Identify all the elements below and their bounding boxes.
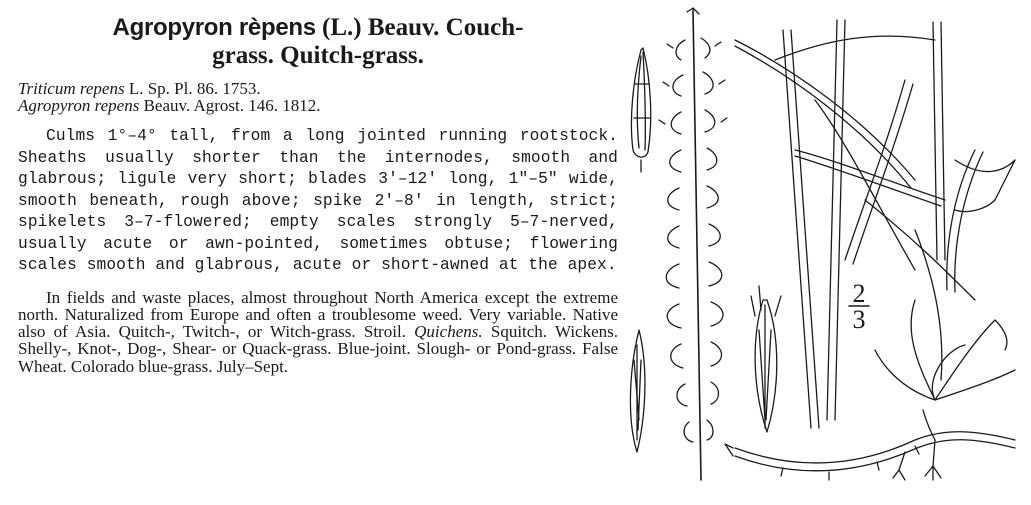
synonym-citation: L. Sp. Pl. 86. (128, 79, 219, 98)
habitat-italic-name: Quichens. (414, 322, 483, 342)
description-paragraph: Culms 1°–4° tall, from a long jointed running rootstock. Sheaths usually shorter than the internodes, smooth and glabrous; ligule very short; blades 3′–12′ long, 1″–5″ wide, smooth beneath, rough above; spike 2′–8′ in length, strict; spikelets 3–7-flowered; empty scales strongly 5–7-nerved, usually acute or awn-pointed, sometimes obtuse; flowering scales smooth and glabrous, acute or short-awned at the apex. (18, 127, 618, 274)
synonym-name: Triticum repens (18, 79, 125, 98)
basal-leaves-drawing (875, 300, 1015, 400)
spikelet-detail-drawing (631, 48, 650, 172)
common-name-part-2: grass. Quitch-grass. (212, 42, 424, 69)
synonym-citation: Beauv. Agrost. 146. (143, 96, 279, 115)
scale-numerator: 2 (852, 279, 866, 308)
glume-detail-drawing (630, 330, 645, 452)
synonym-year: 1753. (222, 79, 261, 98)
habitat-text-rest: Squitch. Wickens. Shelly-, Knot-, Dog-, Shear- or Quack-grass. Blue-joint. Slough- or Pond-grass. False Wheat. Colorado blue-grass. July–Sept. (18, 322, 619, 376)
species-name: Agropyron rèpens (112, 14, 316, 41)
habitat-text: In fields and waste places, almost throughout North America except the extreme north. Naturalized from Europe and often a troublesome weed. Very variable. Native also of Asia. Quitch-, Twitch-, or Witch-grass. Stroil. (18, 287, 618, 342)
rhizome-drawing (725, 410, 1015, 480)
small-spikelet-drawing (751, 286, 781, 432)
habitat-paragraph (18, 289, 618, 375)
plant-illustration (615, 0, 1031, 505)
species-entry (18, 14, 618, 375)
species-authority: (L.) Beauv. (322, 14, 440, 41)
scale-fraction (849, 279, 869, 334)
synonym-year: 1812. (282, 96, 321, 115)
spike-drawing (659, 8, 727, 480)
synonym-line (18, 97, 618, 114)
species-title (18, 14, 618, 70)
synonym-name: Agropyron repens (18, 96, 140, 115)
scale-denominator: 3 (852, 305, 866, 334)
synonym-line (18, 80, 618, 97)
common-name-part-1: Couch- (445, 14, 524, 41)
